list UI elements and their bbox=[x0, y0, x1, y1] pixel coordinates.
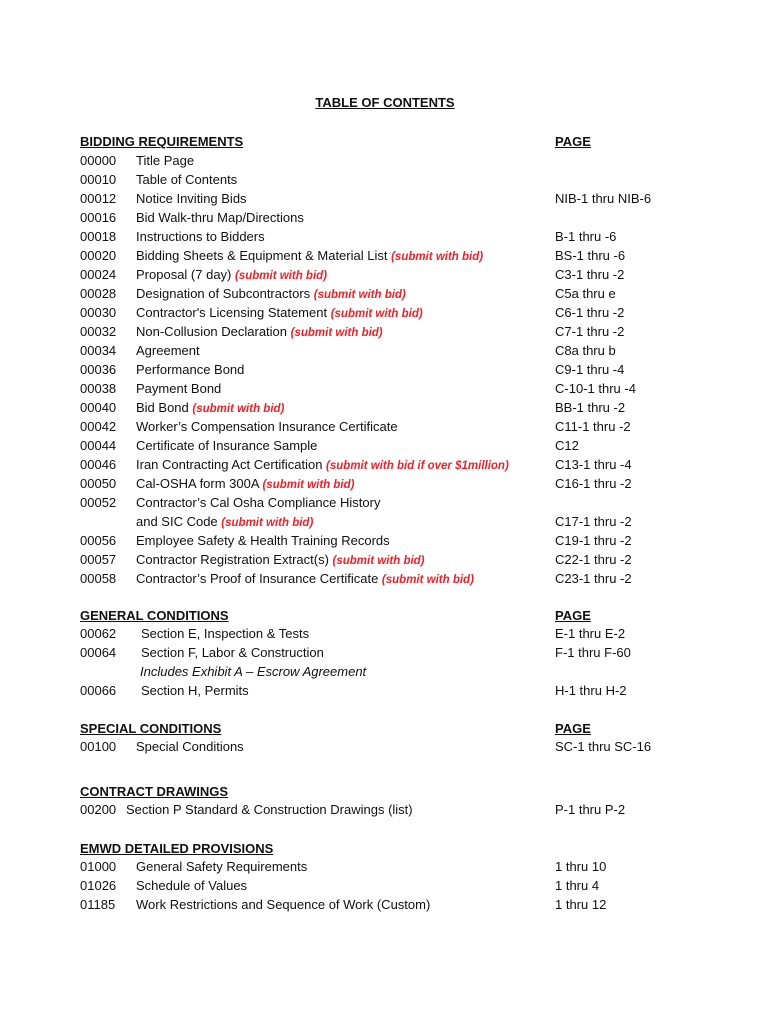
section-header-special bbox=[0, 719, 770, 738]
item-code: 00000 bbox=[80, 153, 117, 168]
list-item bbox=[0, 455, 770, 474]
item-page: H-1 thru H-2 bbox=[555, 683, 627, 698]
item-page: C13-1 thru -4 bbox=[555, 457, 632, 472]
item-code: 01026 bbox=[80, 878, 117, 893]
item-description bbox=[136, 417, 398, 436]
item-description-text: Designation of Subcontractors bbox=[136, 286, 311, 301]
submit-with-bid-note: (submit with bid) bbox=[381, 574, 474, 586]
item-description bbox=[136, 151, 194, 170]
list-item bbox=[0, 624, 770, 643]
item-description-text: Worker’s Compensation Insurance Certificate bbox=[136, 419, 398, 434]
item-description bbox=[136, 341, 200, 360]
item-code: 00050 bbox=[80, 476, 117, 491]
item-page: 1 thru 10 bbox=[555, 859, 607, 874]
item-description: Schedule of Values bbox=[136, 878, 248, 893]
list-item bbox=[0, 284, 770, 303]
page-column-header: PAGE bbox=[555, 721, 591, 736]
item-page: C23-1 thru -2 bbox=[555, 571, 632, 586]
item-page: P-1 thru P-2 bbox=[555, 802, 626, 817]
item-description: Special Conditions bbox=[136, 739, 244, 754]
item-description-text: Performance Bond bbox=[136, 362, 245, 377]
list-item bbox=[0, 737, 770, 756]
list-item bbox=[0, 303, 770, 322]
list-item bbox=[0, 265, 770, 284]
item-page: F-1 thru F-60 bbox=[555, 645, 631, 660]
list-item bbox=[0, 151, 770, 170]
item-description bbox=[136, 303, 423, 324]
section-heading: BIDDING REQUIREMENTS bbox=[80, 134, 244, 149]
item-description-text: Table of Contents bbox=[136, 172, 238, 187]
list-item bbox=[0, 398, 770, 417]
item-page: C3-1 thru -2 bbox=[555, 267, 625, 282]
item-code: 00042 bbox=[80, 419, 117, 434]
item-description-text: Contractor’s Cal Osha Compliance History bbox=[136, 495, 381, 510]
submit-with-bid-note: (submit with bid) bbox=[332, 555, 425, 567]
item-description bbox=[136, 284, 406, 305]
item-description bbox=[136, 189, 247, 208]
item-code: 00010 bbox=[80, 172, 117, 187]
item-page: C16-1 thru -2 bbox=[555, 476, 632, 491]
item-description-text: Bidding Sheets & Equipment & Material List bbox=[136, 248, 388, 263]
list-item bbox=[0, 681, 770, 700]
submit-with-bid-note: (submit with bid) bbox=[313, 289, 406, 301]
list-item bbox=[0, 493, 770, 512]
item-description bbox=[136, 170, 237, 189]
item-page: 1 thru 4 bbox=[555, 878, 600, 893]
item-description bbox=[136, 227, 265, 246]
item-description-text: Certificate of Insurance Sample bbox=[136, 438, 318, 453]
item-description: Section H, Permits bbox=[141, 683, 249, 698]
list-item bbox=[0, 246, 770, 265]
item-code: 01000 bbox=[80, 859, 117, 874]
submit-with-bid-note: (submit with bid) bbox=[391, 251, 484, 263]
submit-with-bid-note: (submit with bid) bbox=[221, 517, 314, 529]
item-code: 00028 bbox=[80, 286, 117, 301]
item-description bbox=[136, 265, 327, 286]
item-code: 00052 bbox=[80, 495, 117, 510]
item-description-text: Contractor’s Proof of Insurance Certificate bbox=[136, 571, 379, 586]
list-item bbox=[0, 569, 770, 588]
item-description-text: Notice Inviting Bids bbox=[136, 191, 247, 206]
section-heading: GENERAL CONDITIONS bbox=[80, 608, 229, 623]
item-code: 00058 bbox=[80, 571, 117, 586]
item-page: B-1 thru -6 bbox=[555, 229, 617, 244]
item-description bbox=[136, 208, 304, 227]
item-code: 00200 bbox=[80, 802, 117, 817]
list-item bbox=[0, 662, 770, 681]
item-description-text: Contractor Registration Extract(s) bbox=[136, 552, 329, 567]
item-code: 00020 bbox=[80, 248, 117, 263]
page-title: TABLE OF CONTENTS bbox=[315, 95, 455, 110]
item-page: C19-1 thru -2 bbox=[555, 533, 632, 548]
list-item bbox=[0, 436, 770, 455]
section-header-bidding bbox=[0, 132, 770, 151]
item-code: 00046 bbox=[80, 457, 117, 472]
item-code: 00036 bbox=[80, 362, 117, 377]
item-description: Section F, Labor & Construction bbox=[141, 645, 324, 660]
item-description bbox=[136, 455, 509, 476]
item-description-text: Instructions to Bidders bbox=[136, 229, 265, 244]
item-description bbox=[136, 398, 284, 419]
item-code: 00012 bbox=[80, 191, 117, 206]
item-description-text: Iran Contracting Act Certification bbox=[136, 457, 323, 472]
submit-with-bid-note: (submit with bid) bbox=[290, 327, 383, 339]
item-description-text: Cal-OSHA form 300A bbox=[136, 476, 259, 491]
item-description bbox=[136, 493, 380, 512]
item-description-text: Employee Safety & Health Training Records bbox=[136, 533, 390, 548]
section-heading: EMWD DETAILED PROVISIONS bbox=[80, 841, 274, 856]
item-description bbox=[136, 360, 244, 379]
item-description-text: Bid Bond bbox=[136, 400, 189, 415]
item-page: C-10-1 thru -4 bbox=[555, 381, 636, 396]
list-item bbox=[0, 189, 770, 208]
item-code: 01185 bbox=[80, 897, 116, 912]
item-code: 00016 bbox=[80, 210, 117, 225]
item-description-text: Proposal (7 day) bbox=[136, 267, 232, 282]
item-code: 00024 bbox=[80, 267, 117, 282]
submit-with-bid-note: (submit with bid) bbox=[330, 308, 423, 320]
item-page: E-1 thru E-2 bbox=[555, 626, 626, 641]
item-description bbox=[136, 322, 383, 343]
item-page: C17-1 thru -2 bbox=[555, 514, 632, 529]
item-code: 00038 bbox=[80, 381, 117, 396]
item-page: C7-1 thru -2 bbox=[555, 324, 625, 339]
section-heading: SPECIAL CONDITIONS bbox=[80, 721, 222, 736]
list-item bbox=[0, 341, 770, 360]
item-code: 00030 bbox=[80, 305, 117, 320]
item-code: 00064 bbox=[80, 645, 117, 660]
item-description-text: Agreement bbox=[136, 343, 200, 358]
item-code: 00034 bbox=[80, 343, 117, 358]
item-page: NIB-1 thru NIB-6 bbox=[555, 191, 652, 206]
item-page: SC-1 thru SC-16 bbox=[555, 739, 652, 754]
item-description: Work Restrictions and Sequence of Work (Custom) bbox=[136, 897, 431, 912]
list-item bbox=[0, 322, 770, 341]
list-item bbox=[0, 876, 770, 895]
submit-with-bid-note: (submit with bid) bbox=[192, 403, 285, 415]
list-item bbox=[0, 208, 770, 227]
item-code: 00057 bbox=[80, 552, 117, 567]
item-description: Includes Exhibit A – Escrow Agreement bbox=[140, 664, 367, 679]
item-code: 00032 bbox=[80, 324, 117, 339]
item-description-text: Payment Bond bbox=[136, 381, 222, 396]
list-item bbox=[0, 360, 770, 379]
item-description bbox=[136, 531, 390, 550]
item-page: C5a thru e bbox=[555, 286, 616, 301]
submit-with-bid-note: (submit with bid) bbox=[262, 479, 355, 491]
item-page: C9-1 thru -4 bbox=[555, 362, 625, 377]
item-description bbox=[136, 550, 425, 571]
item-page: C11-1 thru -2 bbox=[555, 419, 631, 434]
item-code: 00062 bbox=[80, 626, 117, 641]
item-description bbox=[136, 569, 474, 590]
item-code: 00066 bbox=[80, 683, 117, 698]
item-description-text: Contractor's Licensing Statement bbox=[136, 305, 328, 320]
item-code: 00040 bbox=[80, 400, 117, 415]
item-description bbox=[136, 436, 317, 455]
item-page: 1 thru 12 bbox=[555, 897, 607, 912]
list-item bbox=[0, 379, 770, 398]
item-page: BS-1 thru -6 bbox=[555, 248, 626, 263]
list-item bbox=[0, 227, 770, 246]
list-item bbox=[0, 474, 770, 493]
section-heading: CONTRACT DRAWINGS bbox=[80, 784, 229, 799]
item-description: Section E, Inspection & Tests bbox=[141, 626, 310, 641]
item-description bbox=[136, 379, 221, 398]
item-page: BB-1 thru -2 bbox=[555, 400, 626, 415]
list-item bbox=[0, 417, 770, 436]
list-item bbox=[0, 550, 770, 569]
list-item bbox=[0, 512, 770, 531]
item-page: C12 bbox=[555, 438, 579, 453]
item-description: General Safety Requirements bbox=[136, 859, 308, 874]
item-page: C22-1 thru -2 bbox=[555, 552, 632, 567]
item-page: C6-1 thru -2 bbox=[555, 305, 625, 320]
section-header-emwd bbox=[0, 839, 770, 858]
submit-with-bid-note: (submit with bid if over $1million) bbox=[326, 460, 509, 472]
section-header-drawings bbox=[0, 782, 770, 801]
item-description-text: Title Page bbox=[136, 153, 195, 168]
page-column-header: PAGE bbox=[555, 134, 591, 149]
submit-with-bid-note: (submit with bid) bbox=[235, 270, 327, 282]
list-item bbox=[0, 170, 770, 189]
item-description bbox=[136, 474, 354, 495]
item-description-text: Bid Walk-thru Map/Directions bbox=[136, 210, 304, 225]
list-item bbox=[0, 643, 770, 662]
list-item bbox=[0, 800, 770, 819]
item-description: Section P Standard & Construction Drawings (list) bbox=[126, 802, 413, 817]
item-code: 00018 bbox=[80, 229, 117, 244]
item-code: 00100 bbox=[80, 739, 117, 754]
page-column-header: PAGE bbox=[555, 608, 591, 623]
item-description-text: and SIC Code bbox=[136, 514, 218, 529]
list-item bbox=[0, 895, 770, 914]
item-code: 00044 bbox=[80, 438, 117, 453]
item-code: 00056 bbox=[80, 533, 117, 548]
item-page: C8a thru b bbox=[555, 343, 616, 358]
list-item bbox=[0, 857, 770, 876]
item-description bbox=[136, 246, 483, 267]
item-description-text: Non-Collusion Declaration bbox=[136, 324, 288, 339]
section-header-general bbox=[0, 606, 770, 625]
item-description bbox=[136, 512, 313, 533]
list-item bbox=[0, 531, 770, 550]
